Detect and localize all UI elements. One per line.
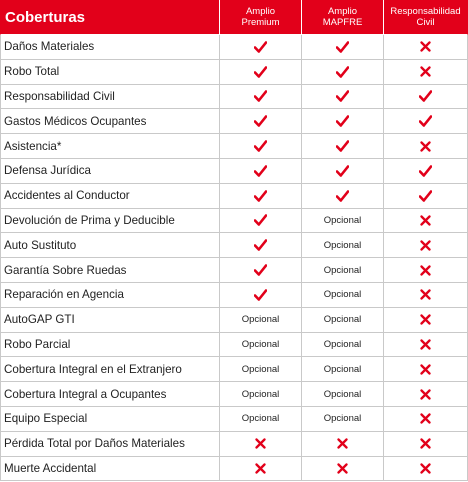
coverage-label: Auto Sustituto	[0, 233, 220, 258]
coverage-cell	[220, 85, 302, 110]
optional-label: Opcional	[241, 388, 280, 400]
coverage-label: Cobertura Integral en el Extranjero	[0, 357, 220, 382]
coverage-cell	[220, 457, 302, 482]
check-icon	[336, 165, 349, 177]
coverage-cell	[302, 184, 384, 209]
table-row	[0, 184, 468, 209]
coverage-cell	[220, 283, 302, 308]
coverage-cell	[302, 209, 384, 234]
table-header	[0, 0, 468, 35]
coverage-cell	[384, 60, 468, 85]
coverage-cell	[384, 357, 468, 382]
column-header-line: Amplio	[327, 6, 358, 17]
cross-icon	[420, 141, 431, 152]
check-icon	[254, 165, 267, 177]
coverage-label: AutoGAP GTI	[0, 308, 220, 333]
cross-icon	[420, 463, 431, 474]
coverage-cell	[302, 357, 384, 382]
coverage-cell	[384, 85, 468, 110]
coverage-cell	[302, 382, 384, 407]
table-row	[0, 134, 468, 159]
check-icon	[419, 190, 432, 202]
table-row	[0, 258, 468, 283]
coverage-label: Robo Total	[0, 60, 220, 85]
check-icon	[419, 90, 432, 102]
check-icon	[336, 90, 349, 102]
coverage-cell	[302, 407, 384, 432]
coverage-cell	[220, 432, 302, 457]
coverage-cell	[384, 432, 468, 457]
coverage-cell	[384, 134, 468, 159]
optional-label: Opcional	[323, 239, 362, 251]
coverage-cell	[302, 109, 384, 134]
coverage-label: Gastos Médicos Ocupantes	[0, 109, 220, 134]
cross-icon	[420, 289, 431, 300]
column-header-amplio-premium	[220, 0, 302, 35]
table-row	[0, 159, 468, 184]
coverage-label: Daños Materiales	[0, 35, 220, 60]
cross-icon	[337, 463, 348, 474]
coverage-cell	[220, 258, 302, 283]
column-header-responsabilidad-civil	[384, 0, 468, 35]
coverage-cell	[384, 184, 468, 209]
check-icon	[254, 115, 267, 127]
coverage-cell	[384, 109, 468, 134]
optional-label: Opcional	[323, 388, 362, 400]
coverage-cell	[302, 60, 384, 85]
coverage-cell	[384, 159, 468, 184]
optional-label: Opcional	[323, 314, 362, 326]
coverage-cell	[302, 258, 384, 283]
coverage-label: Garantía Sobre Ruedas	[0, 258, 220, 283]
coverage-cell	[384, 407, 468, 432]
coverage-cell	[220, 233, 302, 258]
coverage-cell	[384, 283, 468, 308]
coverage-label: Robo Parcial	[0, 333, 220, 358]
check-icon	[254, 140, 267, 152]
coverage-cell	[302, 85, 384, 110]
table-row	[0, 35, 468, 60]
check-icon	[254, 264, 267, 276]
table-row	[0, 109, 468, 134]
cross-icon	[420, 41, 431, 52]
coverage-cell	[384, 258, 468, 283]
optional-label: Opcional	[323, 363, 362, 375]
check-icon	[254, 90, 267, 102]
table-row	[0, 283, 468, 308]
coverage-label: Devolución de Prima y Deducible	[0, 209, 220, 234]
coverage-cell	[302, 35, 384, 60]
coverage-cell	[302, 233, 384, 258]
check-icon	[419, 165, 432, 177]
check-icon	[254, 41, 267, 53]
coverage-label: Equipo Especial	[0, 407, 220, 432]
coverage-label: Responsabilidad Civil	[0, 85, 220, 110]
column-header-line: Premium	[241, 17, 280, 28]
coverage-cell	[220, 382, 302, 407]
optional-label: Opcional	[241, 363, 280, 375]
cross-icon	[255, 463, 266, 474]
table-row	[0, 308, 468, 333]
check-icon	[254, 239, 267, 251]
optional-label: Opcional	[323, 413, 362, 425]
coverage-cell	[302, 432, 384, 457]
coverage-cell	[384, 209, 468, 234]
optional-label: Opcional	[323, 264, 362, 276]
coverage-cell	[302, 308, 384, 333]
check-icon	[254, 289, 267, 301]
column-header-line: Civil	[416, 17, 435, 28]
check-icon	[254, 66, 267, 78]
table-row	[0, 407, 468, 432]
coverage-cell	[220, 60, 302, 85]
check-icon	[419, 115, 432, 127]
coverage-cell	[220, 333, 302, 358]
optional-label: Opcional	[323, 289, 362, 301]
optional-label: Opcional	[323, 214, 362, 226]
coverage-cell	[384, 382, 468, 407]
coverage-label: Cobertura Integral a Ocupantes	[0, 382, 220, 407]
check-icon	[336, 66, 349, 78]
cross-icon	[255, 438, 266, 449]
cross-icon	[420, 215, 431, 226]
cross-icon	[420, 438, 431, 449]
table-row	[0, 233, 468, 258]
coverage-cell	[384, 333, 468, 358]
check-icon	[336, 115, 349, 127]
coverage-cell	[220, 109, 302, 134]
coverage-cell	[384, 35, 468, 60]
cross-icon	[420, 314, 431, 325]
coverage-cell	[220, 209, 302, 234]
table-row	[0, 85, 468, 110]
column-header-line: MAPFRE	[322, 17, 363, 28]
coverage-cell	[302, 333, 384, 358]
coverage-cell	[220, 407, 302, 432]
table-row	[0, 382, 468, 407]
optional-label: Opcional	[241, 338, 280, 350]
coverage-label: Muerte Accidental	[0, 457, 220, 482]
table-row	[0, 60, 468, 85]
column-header-line: Amplio	[245, 6, 276, 17]
coverage-cell	[220, 134, 302, 159]
cross-icon	[337, 438, 348, 449]
coverage-cell	[384, 308, 468, 333]
coverage-label: Reparación en Agencia	[0, 283, 220, 308]
coverage-cell	[220, 159, 302, 184]
cross-icon	[420, 389, 431, 400]
coverage-cell	[302, 134, 384, 159]
cross-icon	[420, 413, 431, 424]
table-row	[0, 333, 468, 358]
cross-icon	[420, 265, 431, 276]
coverage-label: Defensa Jurídica	[0, 159, 220, 184]
coverage-cell	[220, 35, 302, 60]
table-row	[0, 209, 468, 234]
table-title: Coberturas	[0, 0, 220, 35]
cross-icon	[420, 240, 431, 251]
check-icon	[254, 214, 267, 226]
coverage-cell	[384, 233, 468, 258]
cross-icon	[420, 364, 431, 375]
coverage-cell	[384, 457, 468, 482]
coverage-label: Asistencia*	[0, 134, 220, 159]
coverage-cell	[302, 283, 384, 308]
table-row	[0, 432, 468, 457]
cross-icon	[420, 339, 431, 350]
coverage-cell	[220, 308, 302, 333]
check-icon	[336, 190, 349, 202]
coverage-cell	[220, 184, 302, 209]
table-row	[0, 457, 468, 482]
check-icon	[336, 140, 349, 152]
optional-label: Opcional	[241, 413, 280, 425]
coverage-cell	[220, 357, 302, 382]
table-row	[0, 357, 468, 382]
check-icon	[336, 41, 349, 53]
cross-icon	[420, 66, 431, 77]
optional-label: Opcional	[323, 338, 362, 350]
optional-label: Opcional	[241, 314, 280, 326]
coverage-cell	[302, 457, 384, 482]
coverage-label: Pérdida Total por Daños Materiales	[0, 432, 220, 457]
coverage-cell	[302, 159, 384, 184]
column-header-line: Responsabilidad	[390, 6, 461, 17]
column-header-amplio-mapfre	[302, 0, 384, 35]
table-body	[0, 35, 468, 481]
check-icon	[254, 190, 267, 202]
coverage-label: Accidentes al Conductor	[0, 184, 220, 209]
